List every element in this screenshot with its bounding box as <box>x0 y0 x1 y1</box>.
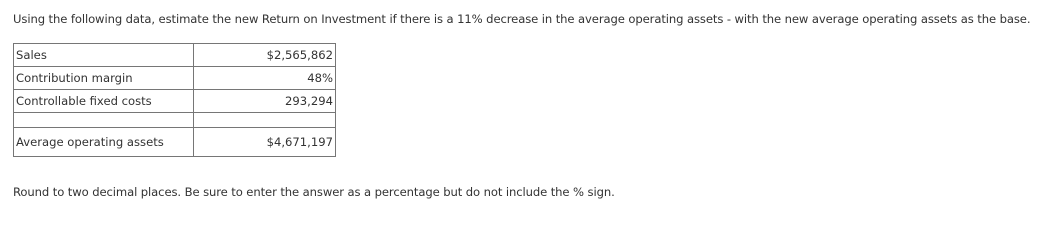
data-table <box>13 43 336 157</box>
row-label-average-operating-assets: Average operating assets <box>14 128 194 157</box>
row-value-contribution-margin: 48% <box>194 67 336 90</box>
row-label-contribution-margin: Contribution margin <box>14 67 194 90</box>
row-value-empty <box>194 113 336 128</box>
row-value-sales: $2,565,862 <box>194 44 336 67</box>
table-row <box>14 44 336 67</box>
row-value-average-operating-assets: $4,671,197 <box>194 128 336 157</box>
table-row <box>14 128 336 157</box>
row-label-controllable-fixed-costs: Controllable fixed costs <box>14 90 194 113</box>
table-row <box>14 67 336 90</box>
row-label-sales: Sales <box>14 44 194 67</box>
instructions-text: Round to two decimal places. Be sure to enter the answer as a percentage but do not include the % sign. <box>13 185 615 199</box>
row-label-empty <box>14 113 194 128</box>
question-text: Using the following data, estimate the new Return on Investment if there is a 11% decrease in the average operating assets - with the new average operating assets as the base. <box>13 12 1031 26</box>
table-row <box>14 90 336 113</box>
row-value-controllable-fixed-costs: 293,294 <box>194 90 336 113</box>
table-row-empty <box>14 113 336 128</box>
